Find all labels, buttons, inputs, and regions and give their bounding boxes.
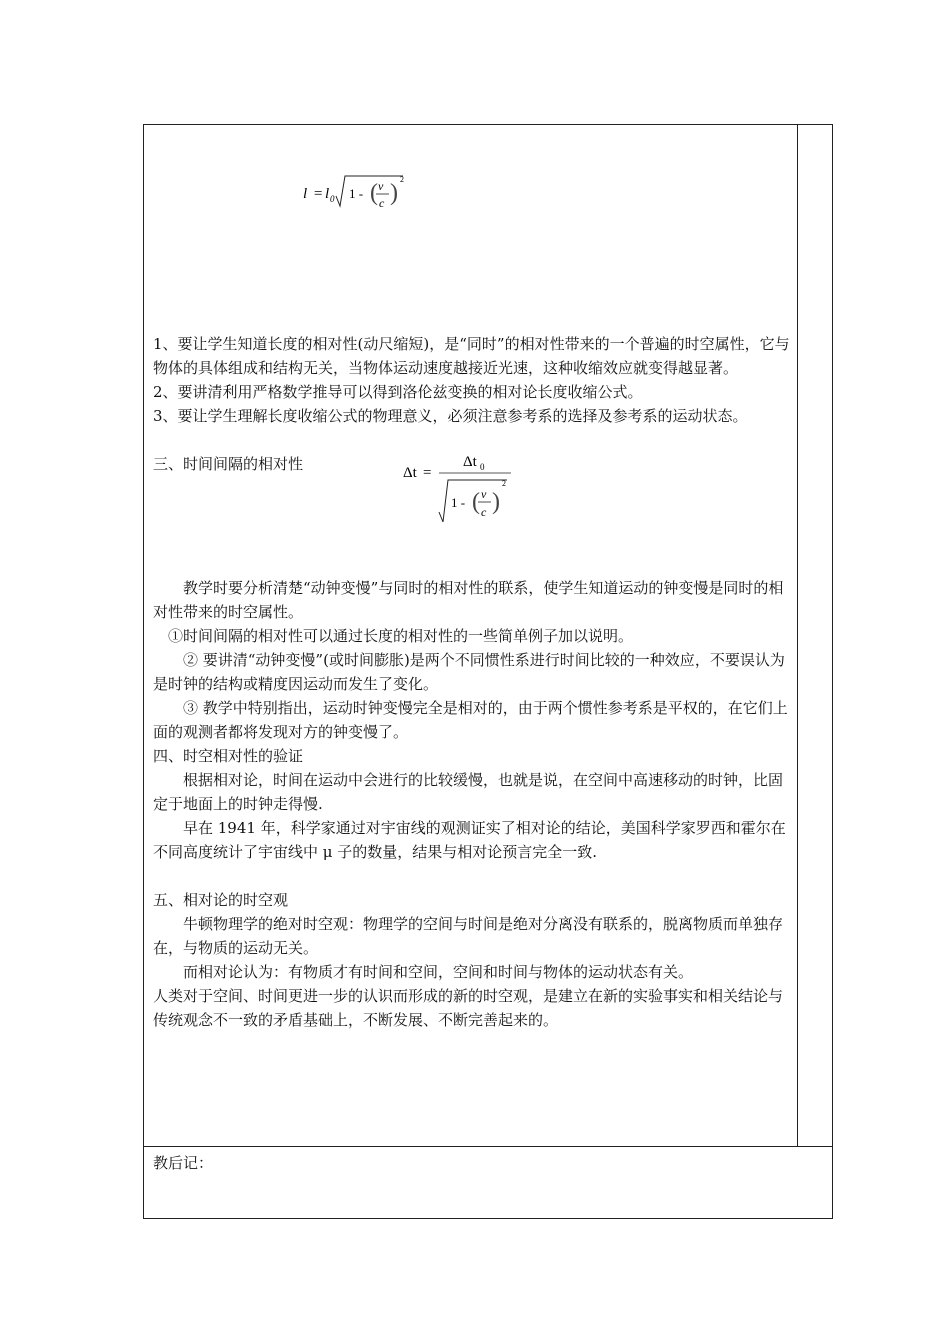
section3-para-4: ③ 教学中特别指出，运动时钟变慢完全是相对的，由于两个惯性参考系是平权的，在它们上面的观测者都将发现对方的钟变慢了。 [153,699,788,741]
formula-time-eq: = [423,465,432,481]
formula-one-minus: 1 - [349,186,364,201]
column-divider [797,124,798,1147]
formula-time-v: v [481,487,487,501]
after-class-notes-label: 教后记： [153,1154,214,1172]
section4-para-1: 根据相对论，时间在运动中会进行的比较缓慢，也就是说，在空间中高速移动的时钟，比固定于地面上的时钟走得慢. [153,771,784,813]
row-divider [143,1146,833,1147]
formula-dt: Δt [403,465,417,481]
formula-c: c [379,196,385,210]
svg-text:(: ( [472,489,480,515]
formula-sub0: 0 [330,194,335,204]
section5-para-1: 牛顿物理学的绝对时空观：物理学的空间与时间是绝对分离没有联系的，脱离物质而单独存在，与物质的运动无关。 [153,915,784,957]
formula-eq: = [313,186,324,202]
section5-title: 五、相对论的时空观 [153,891,289,909]
svg-text:): ) [492,489,500,515]
section3-para-1: 教学时要分析清楚“动钟变慢”与同时的相对性的联系，使学生知道运动的钟变慢是同时的相对性带来的时空属性。 [153,579,784,621]
section4-para-2: 早在 1941 年，科学家通过对宇宙线的观测证实了相对论的结论，美国科学家罗西和霍尔在不同高度统计了宇宙线中 μ 子的数量，结果与相对论预言完全一致. [153,819,786,861]
para-length-2: 2、要讲清利用严格数学推导可以得到洛伦兹变换的相对论长度收缩公式。 [153,383,643,401]
formula-lhs: l [303,186,308,202]
formula-time-sub0: 0 [480,462,485,472]
section3-para-3: ② 要讲清“动钟变慢”(或时间膨胀)是两个不同惯性系进行时间比较的一种效应，不要误认为是时钟的结构或精度因运动而发生了变化。 [153,651,785,693]
section3-title: 三、时间间隔的相对性 [153,455,304,473]
section5-para-3: 人类对于空间、时间更进一步的认识而形成的新的时空观，是建立在新的实验事实和相关结论与传统观念不一致的矛盾基础上，不断发展、不断完善起来的。 [153,987,784,1029]
formula-num: Δt [463,454,477,470]
formula-time-one-minus: 1 - [451,495,466,510]
length-contraction-formula [303,168,423,218]
formula-exp: 2 [400,175,404,184]
svg-text:): ) [390,180,398,206]
formula-v: v [378,179,384,193]
section3-para-2: ①时间间隔的相对性可以通过长度的相对性的一些简单例子加以说明。 [168,627,634,645]
formula-time-exp: 2 [502,479,506,488]
para-length-1: 1、要让学生知道长度的相对性(动尺缩短)，是“同时”的相对性带来的一个普遍的时空属性，它与物体的具体组成和结构无关，当物体运动速度越接近光速，这种收缩效应就变得越显著。 [153,335,790,377]
section4-title: 四、时空相对性的验证 [153,747,304,765]
section5-para-2: 而相对论认为：有物质才有时间和空间，空间和时间与物体的运动状态有关。 [183,963,694,981]
svg-text:(: ( [370,180,378,206]
para-length-3: 3、要让学生理解长度收缩公式的物理意义，必须注意参考系的选择及参考系的运动状态。 [153,407,748,425]
section3-header [153,452,793,548]
lesson-content [153,124,793,1032]
time-dilation-formula [403,452,513,532]
formula-l0: l [325,186,330,202]
length-formula-block [153,124,793,332]
formula-time-c: c [481,505,487,519]
